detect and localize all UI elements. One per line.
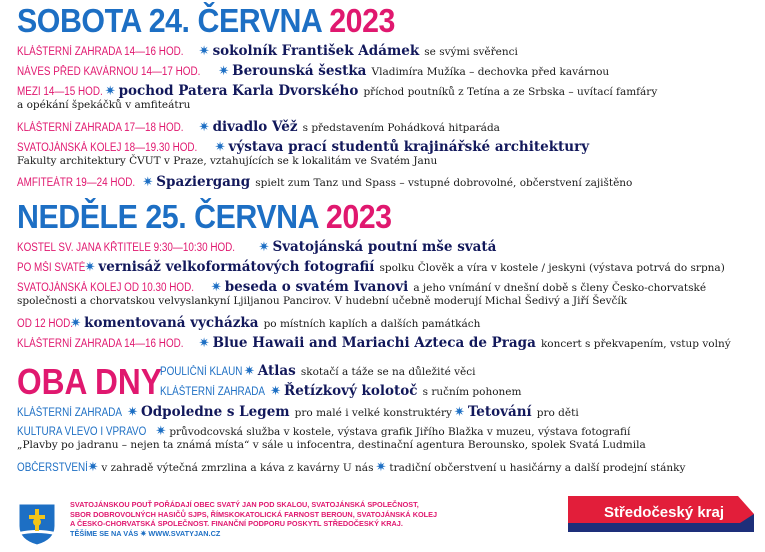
asterisk-icon: ✷ [104, 84, 116, 99]
saturday-heading [17, 4, 395, 37]
sunday-heading [17, 200, 392, 233]
sunday-year: 2023 [325, 198, 392, 235]
both-item-2: KLÁŠTERNÍ ZAHRADA ✷ Řetízkový kolotoč s ručním pohonem [160, 383, 522, 399]
asterisk-icon: ✷ [453, 405, 465, 420]
sat-item-1: KLÁŠTERNÍ ZAHRADA 14—16 HOD. ✷ sokolník František Adámek se svými svěřenci [17, 43, 518, 59]
both-item-4: KULTURA VLEVO I VPRAVO ✷ průvodcovská služba v kostele, výstava grafik Jiřího Blažka v muzeu, výstava fotografií [17, 424, 631, 439]
asterisk-icon: ✷ [142, 175, 154, 190]
sat-item-3-cont: a opékání špekáčků v amfiteátru [17, 99, 191, 111]
asterisk-icon: ✷ [87, 460, 99, 475]
sun-item-5: KLÁŠTERNÍ ZAHRADA 14—16 HOD. ✷ Blue Hawaii and Mariachi Azteca de Praga koncert s překvapením, vstup volný [17, 335, 731, 351]
sat-item-5-cont: Fakulty architektury ČVUT v Praze, vztahujících se k lokalitám ve Svatém Janu [17, 155, 438, 167]
sun-item-3: SVATOJÁNSKÁ KOLEJ OD 10.30 HOD. ✷ beseda o svatém Ivanovi a jeho vnímání v dnešní době s členy Česko-chorvatské [17, 279, 707, 295]
asterisk-icon: ✷ [198, 44, 210, 59]
sunday-date: NEDĚLE 25. ČERVNA [17, 198, 318, 235]
central-bohemian-region-logo [568, 496, 758, 532]
both-item-4-cont: „Plavby po jadranu – nejen ta známá místa“ v sále u infocentra, destinační agentura Berounsko, spolek Svatá Ludmila [17, 439, 646, 451]
asterisk-icon: ✷ [155, 424, 167, 439]
asterisk-icon: ✷ [243, 364, 255, 379]
both-item-5: OBČERSTVENÍ✷ v zahradě výtečná zmrzlina a káva z kavárny U nás ✷ tradiční občerstvení u hasičárny a další prodejní stánky [17, 460, 686, 475]
asterisk-icon: ✷ [127, 405, 138, 420]
village-coat-of-arms-icon [17, 502, 57, 546]
saturday-year: 2023 [329, 2, 395, 39]
sat-item-6: AMFITEÁTR 19—24 HOD. ✷ Spaziergang spielt zum Tanz und Spass – vstupné dobrovolné, občerstvení zajištěno [17, 174, 633, 190]
asterisk-icon: ✷ [198, 336, 210, 351]
asterisk-icon: ✷ [218, 64, 230, 79]
asterisk-icon: ✷ [210, 280, 222, 295]
sat-item-2: NÁVES PŘED KAVÁRNOU 14—17 HOD. ✷ Berounská šestka Vladimíra Mužíka – dechovka před kavárnou [17, 63, 610, 79]
sat-item-5: SVATOJÁNSKÁ KOLEJ 18—19.30 HOD. ✷ výstava prací studentů krajinářské architektury [17, 139, 590, 155]
both-days-heading: OBA DNY [17, 361, 162, 402]
saturday-date: SOBOTA 24. ČERVNA [17, 2, 322, 39]
both-item-3: KLÁŠTERNÍ ZAHRADA ✷ Odpoledne s Legem pro malé i velké konstruktéry ✷ Tetování pro děti [17, 404, 579, 420]
asterisk-icon: ✷ [214, 140, 226, 155]
asterisk-icon: ✷ [84, 260, 96, 275]
both-item-1: POULIČNÍ KLAUN✷ Atlas skotačí a táže se na důležité věci [160, 363, 476, 379]
asterisk-icon: ✷ [375, 460, 387, 475]
asterisk-icon: ✷ [258, 240, 270, 255]
website-link[interactable]: TĚŠÍME SE NA VÁS ✷ WWW.SVATYJAN.CZ [70, 528, 221, 538]
asterisk-icon: ✷ [198, 120, 210, 135]
sun-item-2: PO MŠI SVATÉ✷ vernisáž velkoformátových fotografií spolku Člověk a víra v kostele / jeskyni (výstava potrvá do srpna) [17, 259, 725, 275]
organizers-footer: SVATOJÁNSKOU POUŤ POŘÁDAJÍ OBEC SVATÝ JAN POD SKALOU, SVATOJÁNSKÁ SPOLEČNOST, SBOR DOBROVOLNÝCH HASIČŮ SJPS, ŘÍMSKOKATOLICKÁ FARNOST BEROUN, SVATOJÁNSKÁ KOLEJ A ČESKO-CHORVATSKÁ SPOLEČNOST. FINANČNÍ PODPORU POSKYTL STŘEDOČESKÝ KRAJ. TĚŠÍME SE NA VÁS ✷ WWW.SVATYJAN.CZ [70, 500, 438, 538]
asterisk-icon: ✷ [70, 316, 82, 331]
sat-item-3: MEZI 14—15 HOD. ✷ pochod Patera Karla Dvorského příchod poutníků z Tetína a ze Srbska – uvítací famfáry [17, 83, 658, 99]
region-name: Středočeský kraj [603, 504, 725, 521]
sat-item-4: KLÁŠTERNÍ ZAHRADA 17—18 HOD. ✷ divadlo Věž s představením Pohádková hitparáda [17, 119, 500, 135]
sun-item-3-cont: společnosti a chorvatskou velvyslankyní Ljiljanou Pancirov. V hudební učebně moderují Michal Šedivý a Jiří Ševčík [17, 295, 628, 307]
sun-item-1: KOSTEL SV. JANA KŘTITELE 9:30—10:30 HOD. ✷ Svatojánská poutní mše svatá [17, 239, 497, 255]
sun-item-4: OD 12 HOD.✷ komentovaná vycházka po místních kaplích a dalších památkách [17, 315, 481, 331]
asterisk-icon: ✷ [270, 384, 281, 399]
